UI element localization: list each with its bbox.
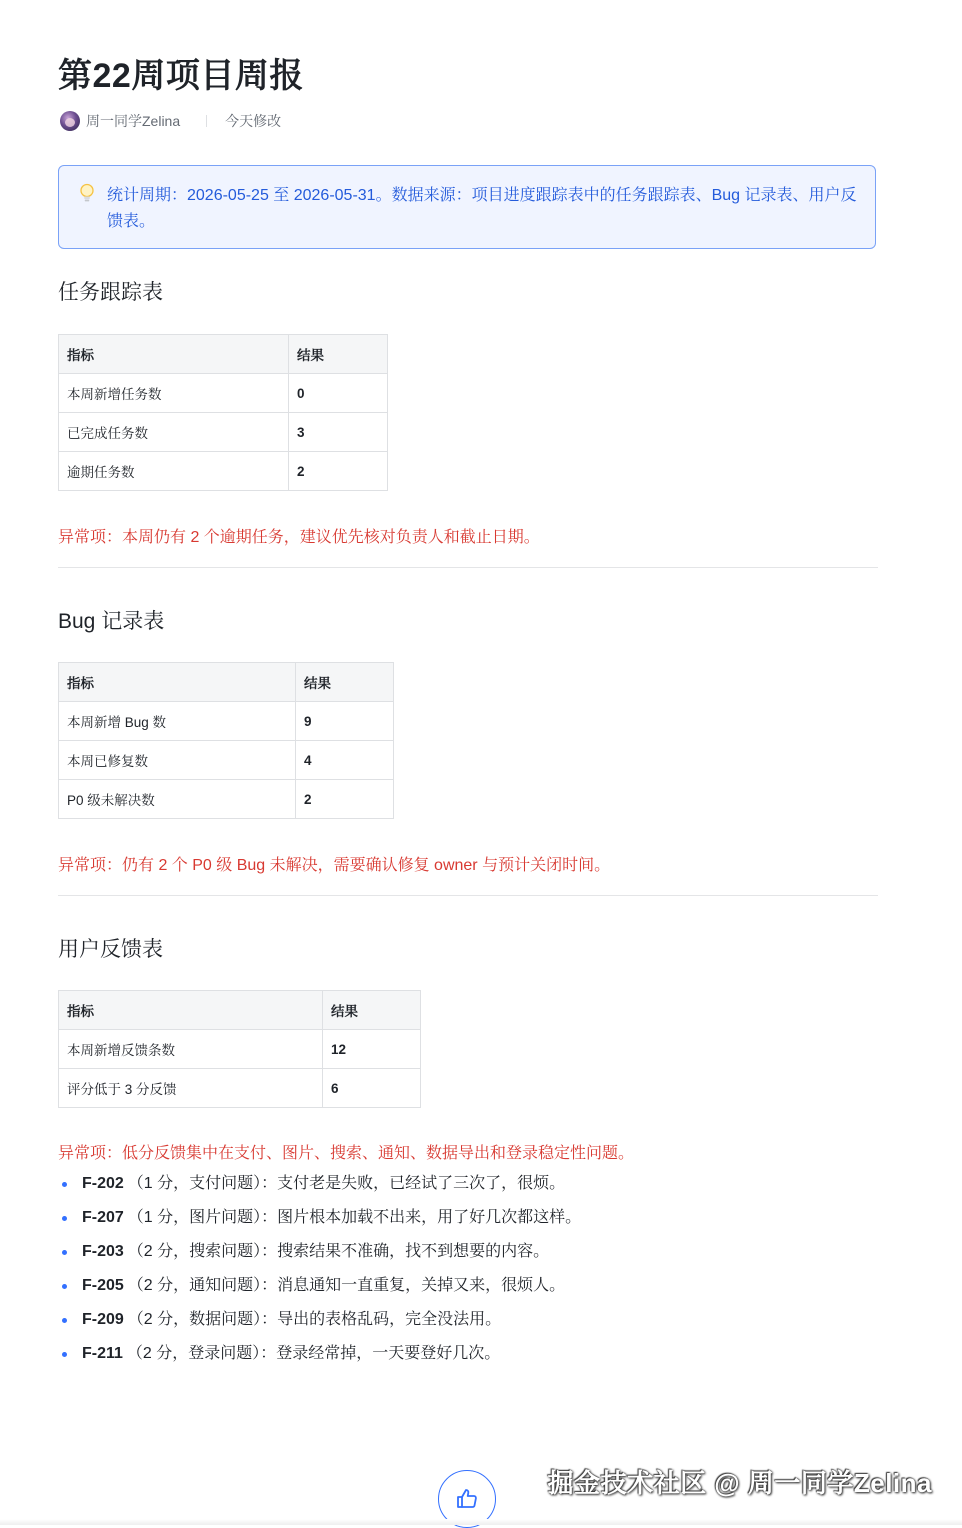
bullet-dot <box>62 1250 67 1255</box>
feedback-section-heading: 用户反馈表 <box>58 938 163 961</box>
feedback-text: （2 分，数据问题）：导出的表格乱码，完全没法用。 <box>127 1311 502 1328</box>
feedback-code: F-209 <box>82 1311 124 1328</box>
info-callout <box>58 165 876 249</box>
feedback-code: F-202 <box>82 1175 124 1192</box>
table-row <box>59 374 388 413</box>
header-result: 结果 <box>323 991 421 1030</box>
header-result: 结果 <box>289 335 388 374</box>
bottom-edge <box>0 1519 962 1525</box>
table-row <box>59 741 394 780</box>
metric-cell: 本周新增任务数 <box>59 374 289 413</box>
author-name[interactable]: 周一同学Zelina <box>86 113 181 129</box>
header-result: 结果 <box>296 663 394 702</box>
bullet-dot <box>62 1182 67 1187</box>
list-item <box>58 1306 581 1340</box>
table-row <box>59 413 388 452</box>
table-header-row <box>59 335 388 374</box>
feedback-list <box>58 1170 581 1374</box>
list-item <box>58 1204 581 1238</box>
result-cell: 3 <box>289 413 388 452</box>
header-metric: 指标 <box>59 663 296 702</box>
metric-cell: 本周新增反馈条数 <box>59 1030 323 1069</box>
bullet-dot <box>62 1352 67 1357</box>
lightbulb-icon <box>79 183 95 205</box>
section-divider <box>58 567 878 568</box>
metric-cell: 本周新增 Bug 数 <box>59 702 296 741</box>
callout-text: 统计周期：2026-05-25 至 2026-05-31。数据来源：项目进度跟踪表中的任务跟踪表、Bug 记录表、用户反馈表。 <box>107 187 857 230</box>
watermark: 掘金技术社区 @ 周一同学Zelina <box>547 1468 932 1498</box>
result-cell: 2 <box>296 780 394 819</box>
doc-meta <box>60 111 281 131</box>
task-anomaly-note: 异常项：本周仍有 2 个逾期任务，建议优先核对负责人和截止日期。 <box>58 529 540 546</box>
modified-time: 今天修改 <box>225 113 282 129</box>
task-section-heading: 任务跟踪表 <box>58 281 163 304</box>
table-header-row <box>59 663 394 702</box>
list-item <box>58 1238 581 1272</box>
table-row <box>59 1030 421 1069</box>
page-title: 第22周项目周报 <box>58 57 304 95</box>
metric-cell: 已完成任务数 <box>59 413 289 452</box>
feedback-code: F-205 <box>82 1277 124 1294</box>
bullet-dot <box>62 1318 67 1323</box>
feedback-table <box>58 990 421 1108</box>
list-item <box>58 1340 581 1374</box>
task-table <box>58 334 388 491</box>
result-cell: 9 <box>296 702 394 741</box>
table-row <box>59 780 394 819</box>
avatar[interactable] <box>60 111 80 131</box>
bug-anomaly-note: 异常项：仍有 2 个 P0 级 Bug 未解决，需要确认修复 owner 与预计关闭时间。 <box>58 857 611 874</box>
bullet-dot <box>62 1284 67 1289</box>
result-cell: 12 <box>323 1030 421 1069</box>
table-row <box>59 1069 421 1108</box>
header-metric: 指标 <box>59 991 323 1030</box>
bug-table <box>58 662 394 819</box>
table-row <box>59 452 388 491</box>
result-cell: 4 <box>296 741 394 780</box>
feedback-text: （2 分，登录问题）：登录经常掉，一天要登好几次。 <box>126 1345 501 1362</box>
list-item <box>58 1170 581 1204</box>
metric-cell: 本周已修复数 <box>59 741 296 780</box>
metric-cell: 逾期任务数 <box>59 452 289 491</box>
list-item <box>58 1272 581 1306</box>
feedback-text: （2 分，搜索问题）：搜索结果不准确，找不到想要的内容。 <box>127 1243 550 1260</box>
metric-cell: P0 级未解决数 <box>59 780 296 819</box>
table-header-row <box>59 991 421 1030</box>
result-cell: 6 <box>323 1069 421 1108</box>
feedback-code: F-207 <box>82 1209 124 1226</box>
metric-cell: 评分低于 3 分反馈 <box>59 1069 323 1108</box>
bug-section-heading: Bug 记录表 <box>58 610 165 633</box>
header-metric: 指标 <box>59 335 289 374</box>
bullet-dot <box>62 1216 67 1221</box>
section-divider <box>58 895 878 896</box>
feedback-text: （1 分，图片问题）：图片根本加载不出来，用了好几次都这样。 <box>127 1209 582 1226</box>
feedback-code: F-211 <box>82 1345 123 1362</box>
meta-divider <box>206 115 207 127</box>
feedback-text: （2 分，通知问题）：消息通知一直重复，关掉又来，很烦人。 <box>127 1277 566 1294</box>
result-cell: 0 <box>289 374 388 413</box>
table-row <box>59 702 394 741</box>
feedback-text: （1 分，支付问题）：支付老是失败，已经试了三次了，很烦。 <box>127 1175 566 1192</box>
thumbs-up-icon <box>455 1487 479 1511</box>
result-cell: 2 <box>289 452 388 491</box>
feedback-anomaly-note: 异常项：低分反馈集中在支付、图片、搜索、通知、数据导出和登录稳定性问题。 <box>58 1145 635 1162</box>
feedback-code: F-203 <box>82 1243 124 1260</box>
